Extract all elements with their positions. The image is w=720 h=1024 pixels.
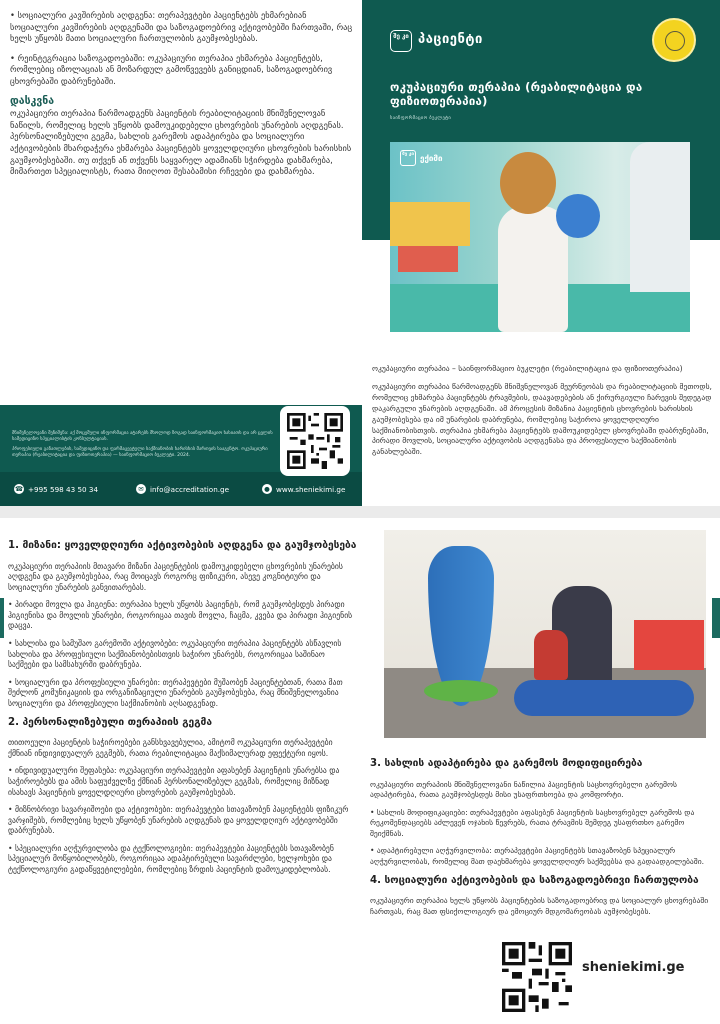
reintegration-paragraph: • რეინტეგრაცია საზოგადოებაში: ოკუპაციური თერაპია ეხმარება პაციენტებს, რომლებიც იზოლაციას ან მოზარდულ გამოწვევებს განიცდიან, საზოგადოებრივ ცხოვრებაში დაბრუნებაში. — [10, 52, 333, 86]
footer-disclaimer — [12, 431, 274, 462]
page1-left-text — [10, 10, 354, 186]
section1-paragraph: ოკუპაციური თერაპიის მთავარი მიზანი პაციენტების დამოუკიდებელი ცხოვრების უნარების აღდგენა და გაუმჯობესებაა, რაც მოიცავს როგორც ფიზიკური, ასევე კოგნიტიური და სოციალური უნარების განვითარებას. — [8, 561, 343, 592]
section3-paragraph: • ადაპტირებული აღჭურვილობა: თერაპევტები პაციენტებს სთავაზობენ სპეციალურ აღჭურვილობას, რომელიც მათ დაეხმარება ყოველდღიურ საქმეებსა და გადაადგილებაში. — [370, 846, 705, 867]
intro-paragraph: ოკუპაციური თერაპია წარმოადგენს მნიშვნელოვან მეურნეობას და რეაბილიტაციის მეთოდს, რომელიც ეხმარება პაციენტებს ტრავმების, დაავადებების ან ქირურგიული ჩარევის შედეგად დაკარგული უნარების აღდგენაში. ამ პროცესის მიზანია პაციენტის ცხოვრების ხარისხის გაუმჯობესება და იმ უნარების დაბრუნება, რომლებიც საჭიროა ყოველდღიური საქმიანობისთვის. თერაპია ეხმარება პაციენტებს დამოუკიდებელ ცხოვრებაში დაბრუნებაში, პირადი მოვლის, სოციალური აქტივობის აღდგენასა და პროფესიული საქმიანობის განახლებაში. — [372, 381, 712, 457]
page2-right-column — [370, 758, 710, 924]
page1-right-panel — [362, 0, 720, 506]
section2-heading: 2. პერსონალიზებული თერაპიის გეგმა — [8, 716, 212, 728]
phone-number: +995 598 43 50 34 — [28, 484, 99, 494]
section1-heading: 1. მიზანი: ყოველდღიური აქტივობების აღდგენა და გაუმჯობესება — [8, 540, 357, 551]
therapy-ball — [556, 194, 600, 238]
section1-paragraph: • სოციალური და პროფესიული უნარები: თერაპევტები მუშაობენ პაციენტებთან, რათა მათ შეძლონ კომუნიკაციის და ორგანიზაციული უნარების გაუმჯობესება, რაც მნიშვნელოვანია სოციალური და პროფესიული საქმიანობის აღსადგენად. — [8, 677, 343, 709]
qr-code[interactable] — [282, 408, 348, 474]
social-connections-paragraph: • სოციალური კავშირების აღდგენა: თერაპევტები პაციენტებს ეხმარებიან სოციალური კავშირების აღდგენაში და საზოგადოებრივ აქტივობებში ჩართვაში, რაც ხელს უწყობს მათი სოციალური ჩართულობის გაუმჯობესებას. — [10, 10, 353, 44]
web-address: www.sheniekimi.ge — [276, 484, 346, 494]
booklet-page-2 — [0, 518, 720, 1024]
intro-title: ოკუპაციური თერაპია – საინფორმაციო ბუკლეტი (რეაბილიტაცია და ფიზიოთერაპია) — [372, 364, 683, 373]
phone-contact[interactable] — [14, 484, 98, 494]
accreditation-seal-icon — [652, 18, 696, 62]
page1-left-panel — [0, 0, 362, 506]
page-edge-accent — [712, 598, 720, 638]
therapy-roll — [514, 680, 694, 716]
email-icon: ✉ — [136, 484, 146, 494]
section1-paragraph: • პირადი მოვლა და ჰიგიენა: თერაპია ხელს უწყობს პაციენტს, რომ გაუმჯობესდეს პირადი ჰიგიენისა და მოვლის უნარები, როგორიცაა თავის მოვლა, ჩაცმა, კვება და პირადი ჰიგიენის დაცვა. — [8, 600, 353, 631]
phone-icon: ☎ — [14, 485, 24, 493]
photo-badge-label: ექიმი — [420, 153, 443, 163]
photo-badge — [400, 150, 442, 166]
email-contact[interactable] — [136, 484, 229, 494]
cover-title: ოკუპაციური თერაპია (რეაბილიტაცია და ფიზიოთერაპია) — [390, 80, 643, 108]
conclusion-text: ოკუპაციური თერაპია წარმოადგენს პაციენტის რეაბილიტაციის მნიშვნელოვან ნაწილს, რომელიც ხელს უწყობს დამოუკიდებელი ცხოვრების უნარების აღდგენას. პერსონალიზებული გეგმა, სახლის გარემოს ადაპტირება და სოციალური აქტივობების მხარდაჭერა ეხმარება პაციენტებს ყოველდღიური ცხოვრების ხარისხის გაუმჯობესებაში. თუ თქვენ ან თქვენს საყვარელ ადამიანს სჭირდება დახმარება, მიმართეთ სპეციალისტს, რათა მიიღოთ შესაბამისი რჩევები და დახმარება. — [10, 108, 352, 177]
qr-code[interactable] — [500, 940, 574, 1014]
cover-subtitle: საინფორმაციო ბუკლეტი — [390, 116, 452, 121]
section4-heading: 4. სოციალური აქტივობების და საზოგადოებრივი ჩართულობა — [370, 874, 699, 886]
section3-paragraph: • სახლის მოდიფიკაციები: თერაპევტები აფასებენ პაციენტის საცხოვრებელ გარემოს და რეკომენდაციებს აძლევენ ოჯახის წევრებს, რათა ტრავმის შემდეგ უსაფრთხო გარემო შეიქმნას. — [370, 807, 695, 838]
qr-code-graphic — [502, 942, 572, 1012]
page-edge-accent — [0, 598, 4, 638]
section2-paragraph: • მიზნობრივი სავარჯიშოები და აქტივობები: თერაპევტები სთავაზობენ პაციენტებს ფიზიკურ ვარჯიშებს, რომლებიც ხელს უწყობენ უნარების აღდგენას და ყოველდღიურ აქტივობებში დაბრუნებას. — [8, 805, 349, 836]
conclusion-heading: დასკვნა — [10, 94, 55, 107]
intro-text — [372, 364, 712, 465]
location-pin-icon: ● — [262, 484, 272, 494]
brand-logo: შე კი — [400, 150, 416, 166]
booklet-page-1 — [0, 0, 720, 506]
qr-code-graphic — [287, 413, 343, 469]
brand-name: პაციენტი — [418, 32, 483, 47]
section2-paragraph: • სპეციალური აღჭურვილობა და ტექნოლოგიები: თერაპევტები პაციენტებს სთავაზობენ სპეციალურ მოწყობილობებს, როგორიცაა ადაპტირებული სავარძლები, ხელჯოხები და ტექნოლოგიური გადაწყვეტილებები, რომლებიც ზრდის პაციენტის დამოუკიდებლობას. — [8, 843, 334, 875]
section4-paragraph: ოკუპაციური თერაპია ხელს უწყობს პაციენტების საზოგადოებრივ და სოციალურ ცხოვრებაში ჩართვას, რაც მათ ფსიქოლოგიურ და ემოციურ მდგომარეობას აუმჯობესებს. — [370, 896, 709, 916]
therapy-photo-child-ball — [390, 142, 690, 332]
brand-logo: შე კი — [390, 30, 412, 52]
section1-paragraph: • სახლისა და სამუშაო გარემოში აქტივობები: ოკუპაციური თერაპია პაციენტებს ასწავლის სახლისა და პროფესიული საქმიანობებისთვის საჭირო უნარებს, როგორიცაა საშინაო საქმეები და სამსახურში დაბრუნება. — [8, 639, 342, 670]
website-label[interactable]: sheniekimi.ge — [582, 960, 685, 975]
footer-disclaimer-line: მნიშვნელოვანი შენიშვნა: აქ მოცემული ინფორმაცია ატარებს მხოლოდ ზოგად საინფორმაციო ხასიათს და არ ცვლის სამედიცინო სპეციალისტის კონსულტაციას. — [12, 431, 273, 443]
web-contact[interactable] — [262, 484, 345, 494]
page2-left-column — [8, 540, 358, 883]
therapy-photo-swing — [384, 530, 706, 738]
section2-paragraph: • ინდივიდუალური შეფასება: ოკუპაციური თერაპევტები აფასებენ პაციენტის უნარებსა და საჭიროებებს და ამის საფუძველზე ქმნიან პერსონალიზებულ გეგმას, რომელიც მიზნად ისახავს პაციენტის ყოველდღიური ცხოვრების გაუმჯობესებას. — [8, 766, 340, 797]
footer-disclaimer-line: პროფესიული განათლების, სამედიცინო და ფარმაცევტული საქმიანობის ხარისხის მართვის სააგენტო. ოკუპაციური თერაპია (რეაბილიტაცია და ფიზიოთერაპია) — საინფორმაციო ბუკლეტი. 2024. — [12, 446, 268, 458]
section2-paragraph: თითოეული პაციენტის საჭიროებები განსხვავებულია, ამიტომ ოკუპაციური თერაპევტები ქმნიან ინდივიდუალურ გეგმებს, რათა რეაბილიტაცია მაქსიმალურად ეფექტური იყოს. — [8, 738, 333, 758]
email-address: info@accreditation.ge — [150, 484, 230, 494]
section3-heading: 3. სახლის ადაპტირება და გარემოს მოდიფიცირება — [370, 758, 643, 769]
section3-paragraph: ოკუპაციური თერაპიის მნიშვნელოვანი ნაწილია პაციენტის საცხოვრებელი გარემოს ადაპტირება, რათა გაუმჯობესდეს მისი უსაფრთხოება და კომფორტი. — [370, 779, 677, 800]
